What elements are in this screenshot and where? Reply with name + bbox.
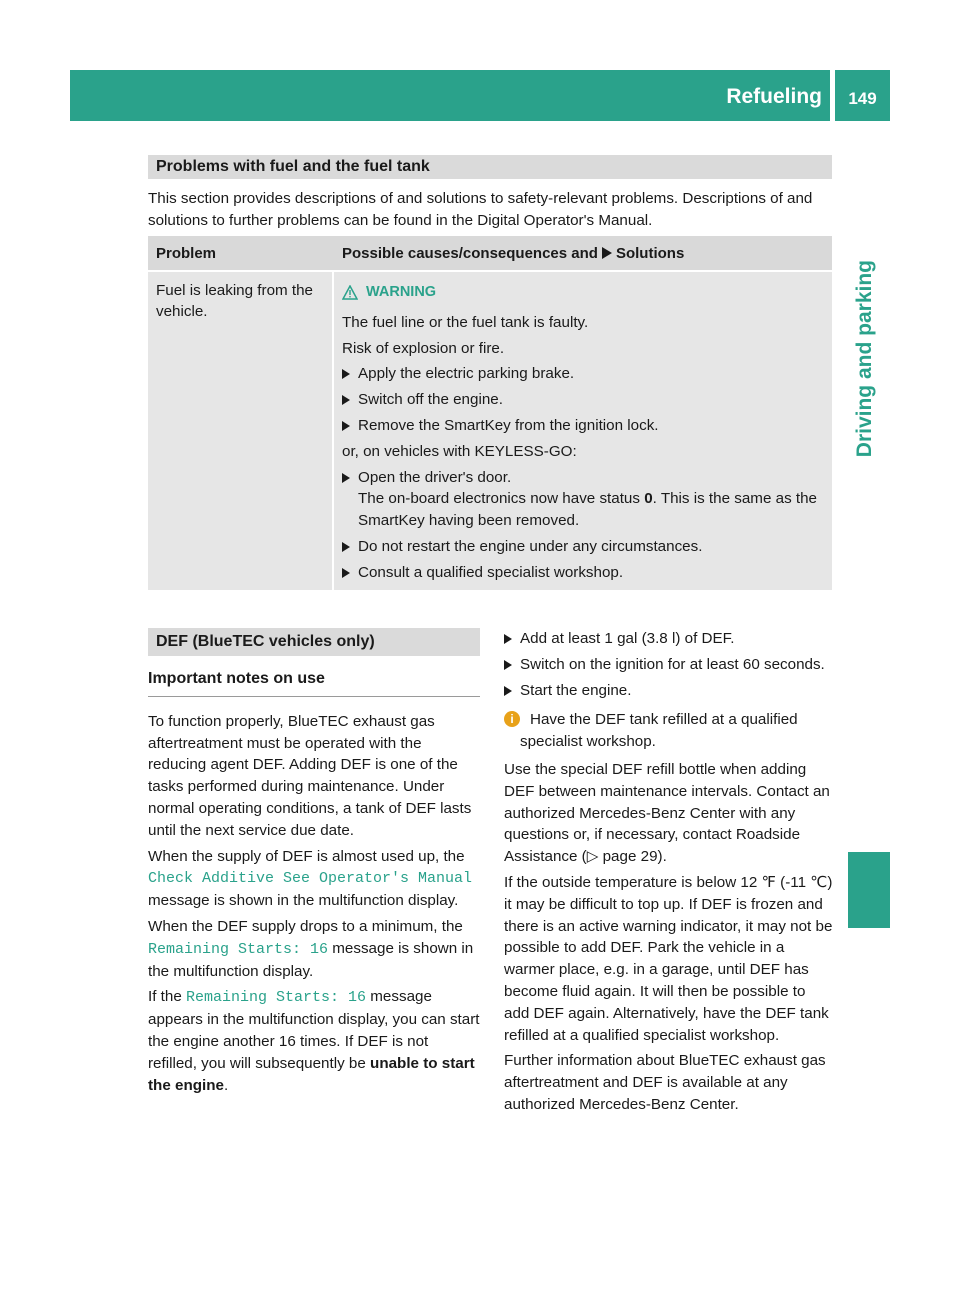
list-item <box>342 389 824 411</box>
display-message: Remaining Starts: 16 <box>186 989 367 1007</box>
paragraph-text: If the <box>148 988 182 1006</box>
warning-triangle-icon <box>342 285 358 300</box>
list-item <box>504 654 834 676</box>
step-arrow-icon <box>342 568 350 578</box>
table-header-row <box>148 236 832 270</box>
def-paragraph-2 <box>148 846 480 912</box>
info-note <box>504 709 834 753</box>
def-right-paragraph-1: Use the special DEF refill bottle when adding DEF between maintenance intervals. Contact an authorized Mercedes-Benz Center with any questions or, if necessary, contact Roadside Assistance (▷ page 29). <box>504 760 830 866</box>
arrow-right-icon <box>602 247 612 259</box>
paragraph-text: When the DEF supply drops to a minimum, the <box>148 917 463 935</box>
warning-label: WARNING <box>366 284 437 300</box>
step-text: Start the engine. <box>520 681 632 699</box>
info-text: Have the DEF tank refilled at a qualified specialist workshop. <box>520 711 798 751</box>
paragraph-text: When the supply of DEF is almost used up, the <box>148 847 465 865</box>
step-arrow-icon <box>342 542 350 552</box>
list-item <box>342 562 824 584</box>
cause-text: The fuel line or the fuel tank is faulty. <box>342 313 589 331</box>
status-value: 0 <box>644 490 653 508</box>
emphasis-text: unable to start the engine <box>148 1054 475 1094</box>
warning-heading <box>342 282 824 304</box>
list-item <box>342 415 824 437</box>
section-intro: This section provides descriptions of and solutions to safety-relevant problems. Descriptions of and solutions to further problems can be found in the Digital Operator's Manual. <box>148 190 813 229</box>
solutions-cell <box>334 272 832 590</box>
alternative-text: or, on vehicles with KEYLESS-GO: <box>342 442 577 460</box>
display-message: Check Additive See Operator's Manual <box>148 870 473 888</box>
step-text: Switch on the ignition for at least 60 seconds. <box>520 655 825 673</box>
paragraph-text: message appears in the multifunction display, you can start the engine another 16 times. If DEF is not refilled, you will subsequently be <box>148 988 480 1072</box>
step-arrow-icon <box>342 369 350 379</box>
step-text: Consult a qualified specialist workshop. <box>358 563 624 581</box>
section-heading-fuel-problems: Problems with fuel and the fuel tank <box>148 155 832 179</box>
table-row <box>148 272 832 590</box>
paragraph-end: . <box>223 1076 229 1094</box>
list-item <box>504 680 834 702</box>
step-arrow-icon <box>504 686 512 696</box>
step-note-end: . This is the same as the SmartKey having been removed. <box>358 490 817 530</box>
def-right-paragraph-3: Further information about BlueTEC exhaust gas aftertreatment and DEF is available at any authorized Mercedes-Benz Center. <box>504 1052 826 1113</box>
def-left-column <box>148 628 480 1100</box>
page-section-title: Refueling <box>726 85 822 108</box>
info-icon: i <box>504 711 520 727</box>
step-text: Remove the SmartKey from the ignition lock. <box>358 416 659 434</box>
step-note: The on-board electronics now have status <box>358 490 640 508</box>
step-text: Apply the electric parking brake. <box>358 365 575 383</box>
step-text: Do not restart the engine under any circumstances. <box>358 537 703 555</box>
paragraph-text: message is shown in the multifunction display. <box>148 939 474 980</box>
subheading-important-notes: Important notes on use <box>148 668 480 697</box>
step-arrow-icon <box>504 634 512 644</box>
paragraph-text: message is shown in the multifunction display. <box>148 892 459 910</box>
display-message: Remaining Starts: 16 <box>148 940 329 958</box>
list-item <box>342 536 824 558</box>
step-arrow-icon <box>342 395 350 405</box>
chapter-label-text: Driving and parking <box>853 260 876 458</box>
page-number: 149 <box>848 89 877 108</box>
section-heading-def: DEF (BlueTEC vehicles only) <box>148 628 480 656</box>
chapter-side-label <box>848 260 878 460</box>
chapter-side-block <box>848 852 890 928</box>
column-header-solutions <box>334 236 832 270</box>
step-arrow-icon <box>504 660 512 670</box>
list-item <box>342 363 824 385</box>
step-text: Switch off the engine. <box>358 391 503 409</box>
def-paragraph-3 <box>148 916 480 982</box>
def-paragraph-4 <box>148 986 480 1096</box>
list-item <box>504 628 834 650</box>
step-arrow-icon <box>342 473 350 483</box>
column-header-problem: Problem <box>156 245 217 262</box>
problem-table <box>148 236 832 590</box>
list-item <box>342 467 824 532</box>
column-header-solutions-label: Solutions <box>615 245 685 262</box>
header-bar <box>70 70 830 121</box>
risk-text: Risk of explosion or fire. <box>342 339 505 357</box>
def-paragraph-1: To function properly, BlueTEC exhaust gas aftertreatment must be operated with the reducing agent DEF. Adding DEF is one of the tasks performed during maintenance. Under normal operating conditions, a tank of DEF lasts until the next service due date. <box>148 712 472 839</box>
step-arrow-icon <box>342 421 350 431</box>
problem-cell: Fuel is leaking from the vehicle. <box>148 272 334 590</box>
def-right-paragraph-2: If the outside temperature is below 12 ℉ (‑11 ℃) it may be difficult to top up. If DEF is frozen and there is an active warning indicator, it may not be possible to add DEF. Park the vehicle in a warmer place, e.g. in a garage, until DEF has become fluid again. It will then be possible to add DEF again. Alternatively, have the DEF tank refilled at a qualified specialist workshop. <box>504 873 833 1044</box>
column-header-causes: Possible causes/consequences and <box>342 245 598 262</box>
step-text: Add at least 1 gal (3.8 l) of DEF. <box>520 630 735 647</box>
step-text: Open the driver's door. <box>358 468 512 486</box>
def-right-column <box>504 628 834 1120</box>
